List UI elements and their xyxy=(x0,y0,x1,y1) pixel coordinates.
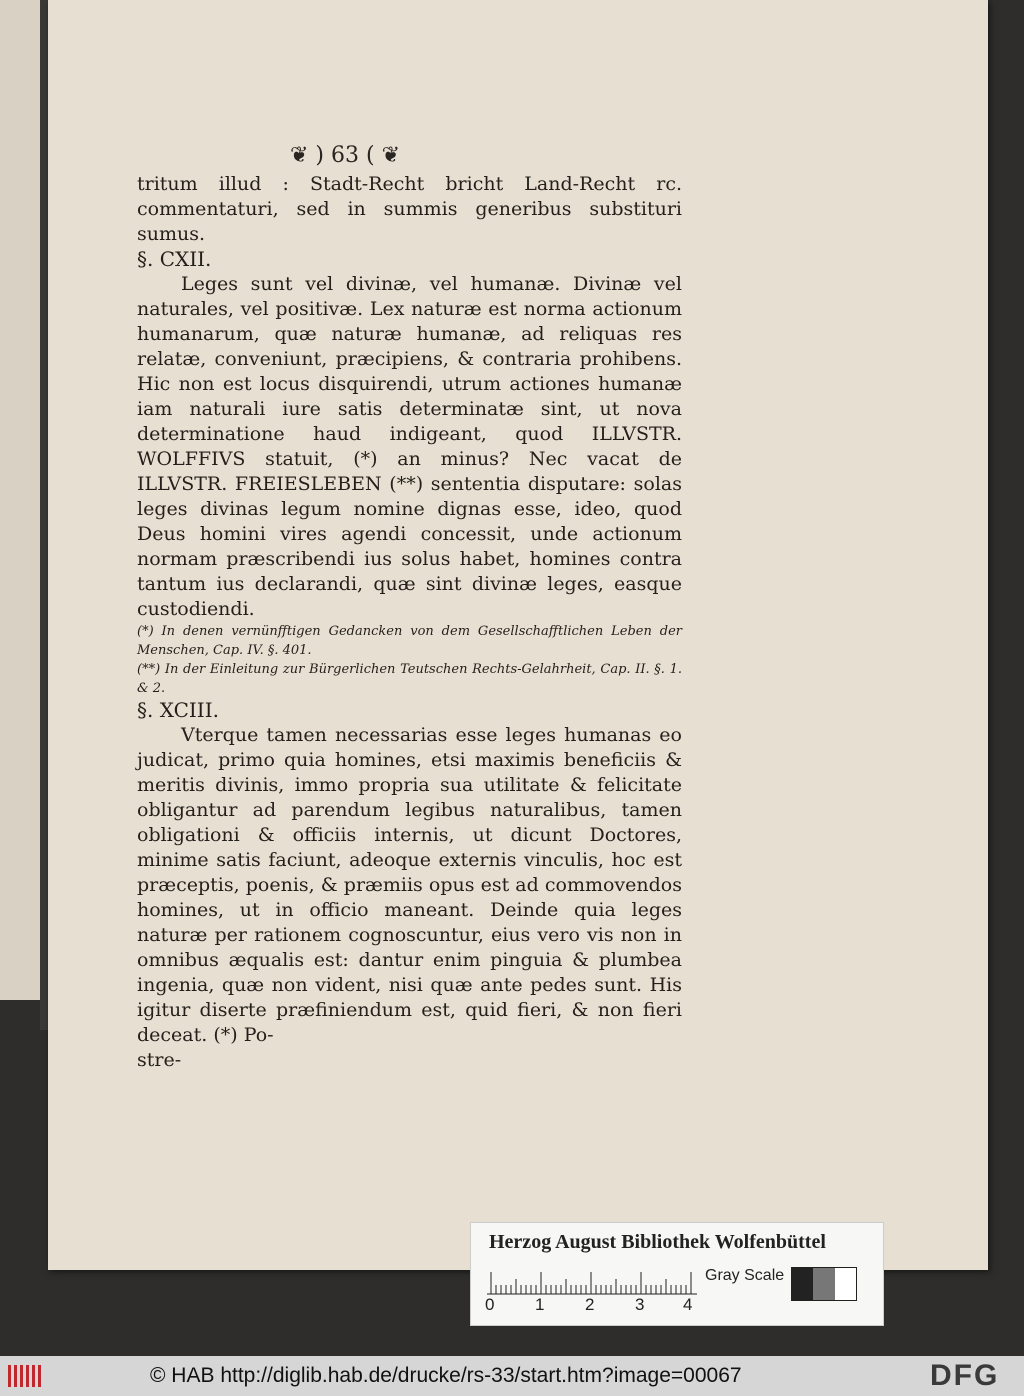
copyright-url: © HAB http://diglib.hab.de/drucke/rs-33/start.htm?image=00067 xyxy=(150,1364,742,1387)
footnote: (*) In denen vernünfftigen Gedancken von dem Gesellschafftlichen Leben der Menschen, Cap. IV. §. 401. xyxy=(137,624,682,658)
swatch-black xyxy=(792,1268,813,1300)
swatch-white xyxy=(835,1268,856,1300)
gray-scale-swatches xyxy=(791,1267,857,1301)
page-header: ❦ ) 63 ( ❦ xyxy=(290,143,400,168)
footnote: (**) In der Einleitung zur Bürgerlichen Teutschen Rechts-Gelahrheit, Cap. II. §. 1. & 2. xyxy=(137,662,682,696)
paragraph-continued: tritum illud : Stadt-Recht bricht Land-Recht rc. commentaturi, sed in summis generibus substituri sumus. xyxy=(137,173,682,245)
catchword: stre- xyxy=(137,1049,182,1071)
footer-bar xyxy=(0,1356,1024,1396)
ruler-ticks xyxy=(487,1269,697,1295)
library-title: Herzog August Bibliothek Wolfenbüttel xyxy=(489,1231,826,1253)
ruler-number: 0 xyxy=(485,1295,495,1314)
section-heading: §. XCIII. xyxy=(137,698,219,722)
section-heading: §. CXII. xyxy=(137,247,212,271)
ruler-number: 4 xyxy=(683,1295,693,1314)
calibration-card xyxy=(470,1222,884,1326)
dfg-logo: DFG xyxy=(930,1359,1000,1392)
ruler-number: 3 xyxy=(635,1295,645,1314)
ruler-number: 1 xyxy=(535,1295,545,1314)
section-paragraph: Leges sunt vel divinæ, vel humanæ. Divinæ vel naturales, vel positivæ. Lex naturæ est norma actionum humanarum, quæ naturæ humanæ, ad reliquas res relatæ, conveniunt, præcipiens, & contraria prohibens. Hic non est locus disquirendi, utrum actiones humanæ iam naturali iure satis determinatæ sint, ut nova determinatione haud indigeant, quod ILLVSTR. WOLFFIVS statuit, (*) an minus? Nec vacat de ILLVSTR. FREIESLEBEN (**) sententia disputare: solas leges divinas legum nomine dignas esse, ideo, quod Deus homini vires agendi concessit, unde actionum normam præscribendi ius solus habet, homines contra tantum ius declarandi, quæ sint divinæ leges, easque custodiendi. xyxy=(137,273,682,620)
hab-logo-icon xyxy=(6,1361,46,1391)
gray-scale-label: Gray Scale xyxy=(705,1267,785,1284)
swatch-gray xyxy=(813,1268,834,1300)
ruler-number: 2 xyxy=(585,1295,595,1314)
section-paragraph: Vterque tamen necessarias esse leges humanas eo judicat, primo quia homines, etsi maximis beneficiis & meritis divinis, immo propria sua utilitate & felicitate obligantur ad parendum legibus naturalibus, tamen obligationi & officiis internis, ut dicunt Doctores, minime satis faciunt, adeoque externis vinculis, hoc est præceptis, poenis, & præmiis opus est ad commovendos homines, ut in officio maneant. Deinde quia leges naturæ per rationem cognoscuntur, eius vero vis non in omnibus æqualis est: dantur enim pinguia & plumbea ingenia, quæ non vident, nisi quæ ante pedes sunt. His igitur diserte præfiniendum est, quid fieri, & non fieri deceat. (*) Po- xyxy=(137,724,682,1046)
main-text xyxy=(137,172,682,1073)
page-gutter xyxy=(40,0,48,1030)
left-page-edge xyxy=(0,0,41,1000)
